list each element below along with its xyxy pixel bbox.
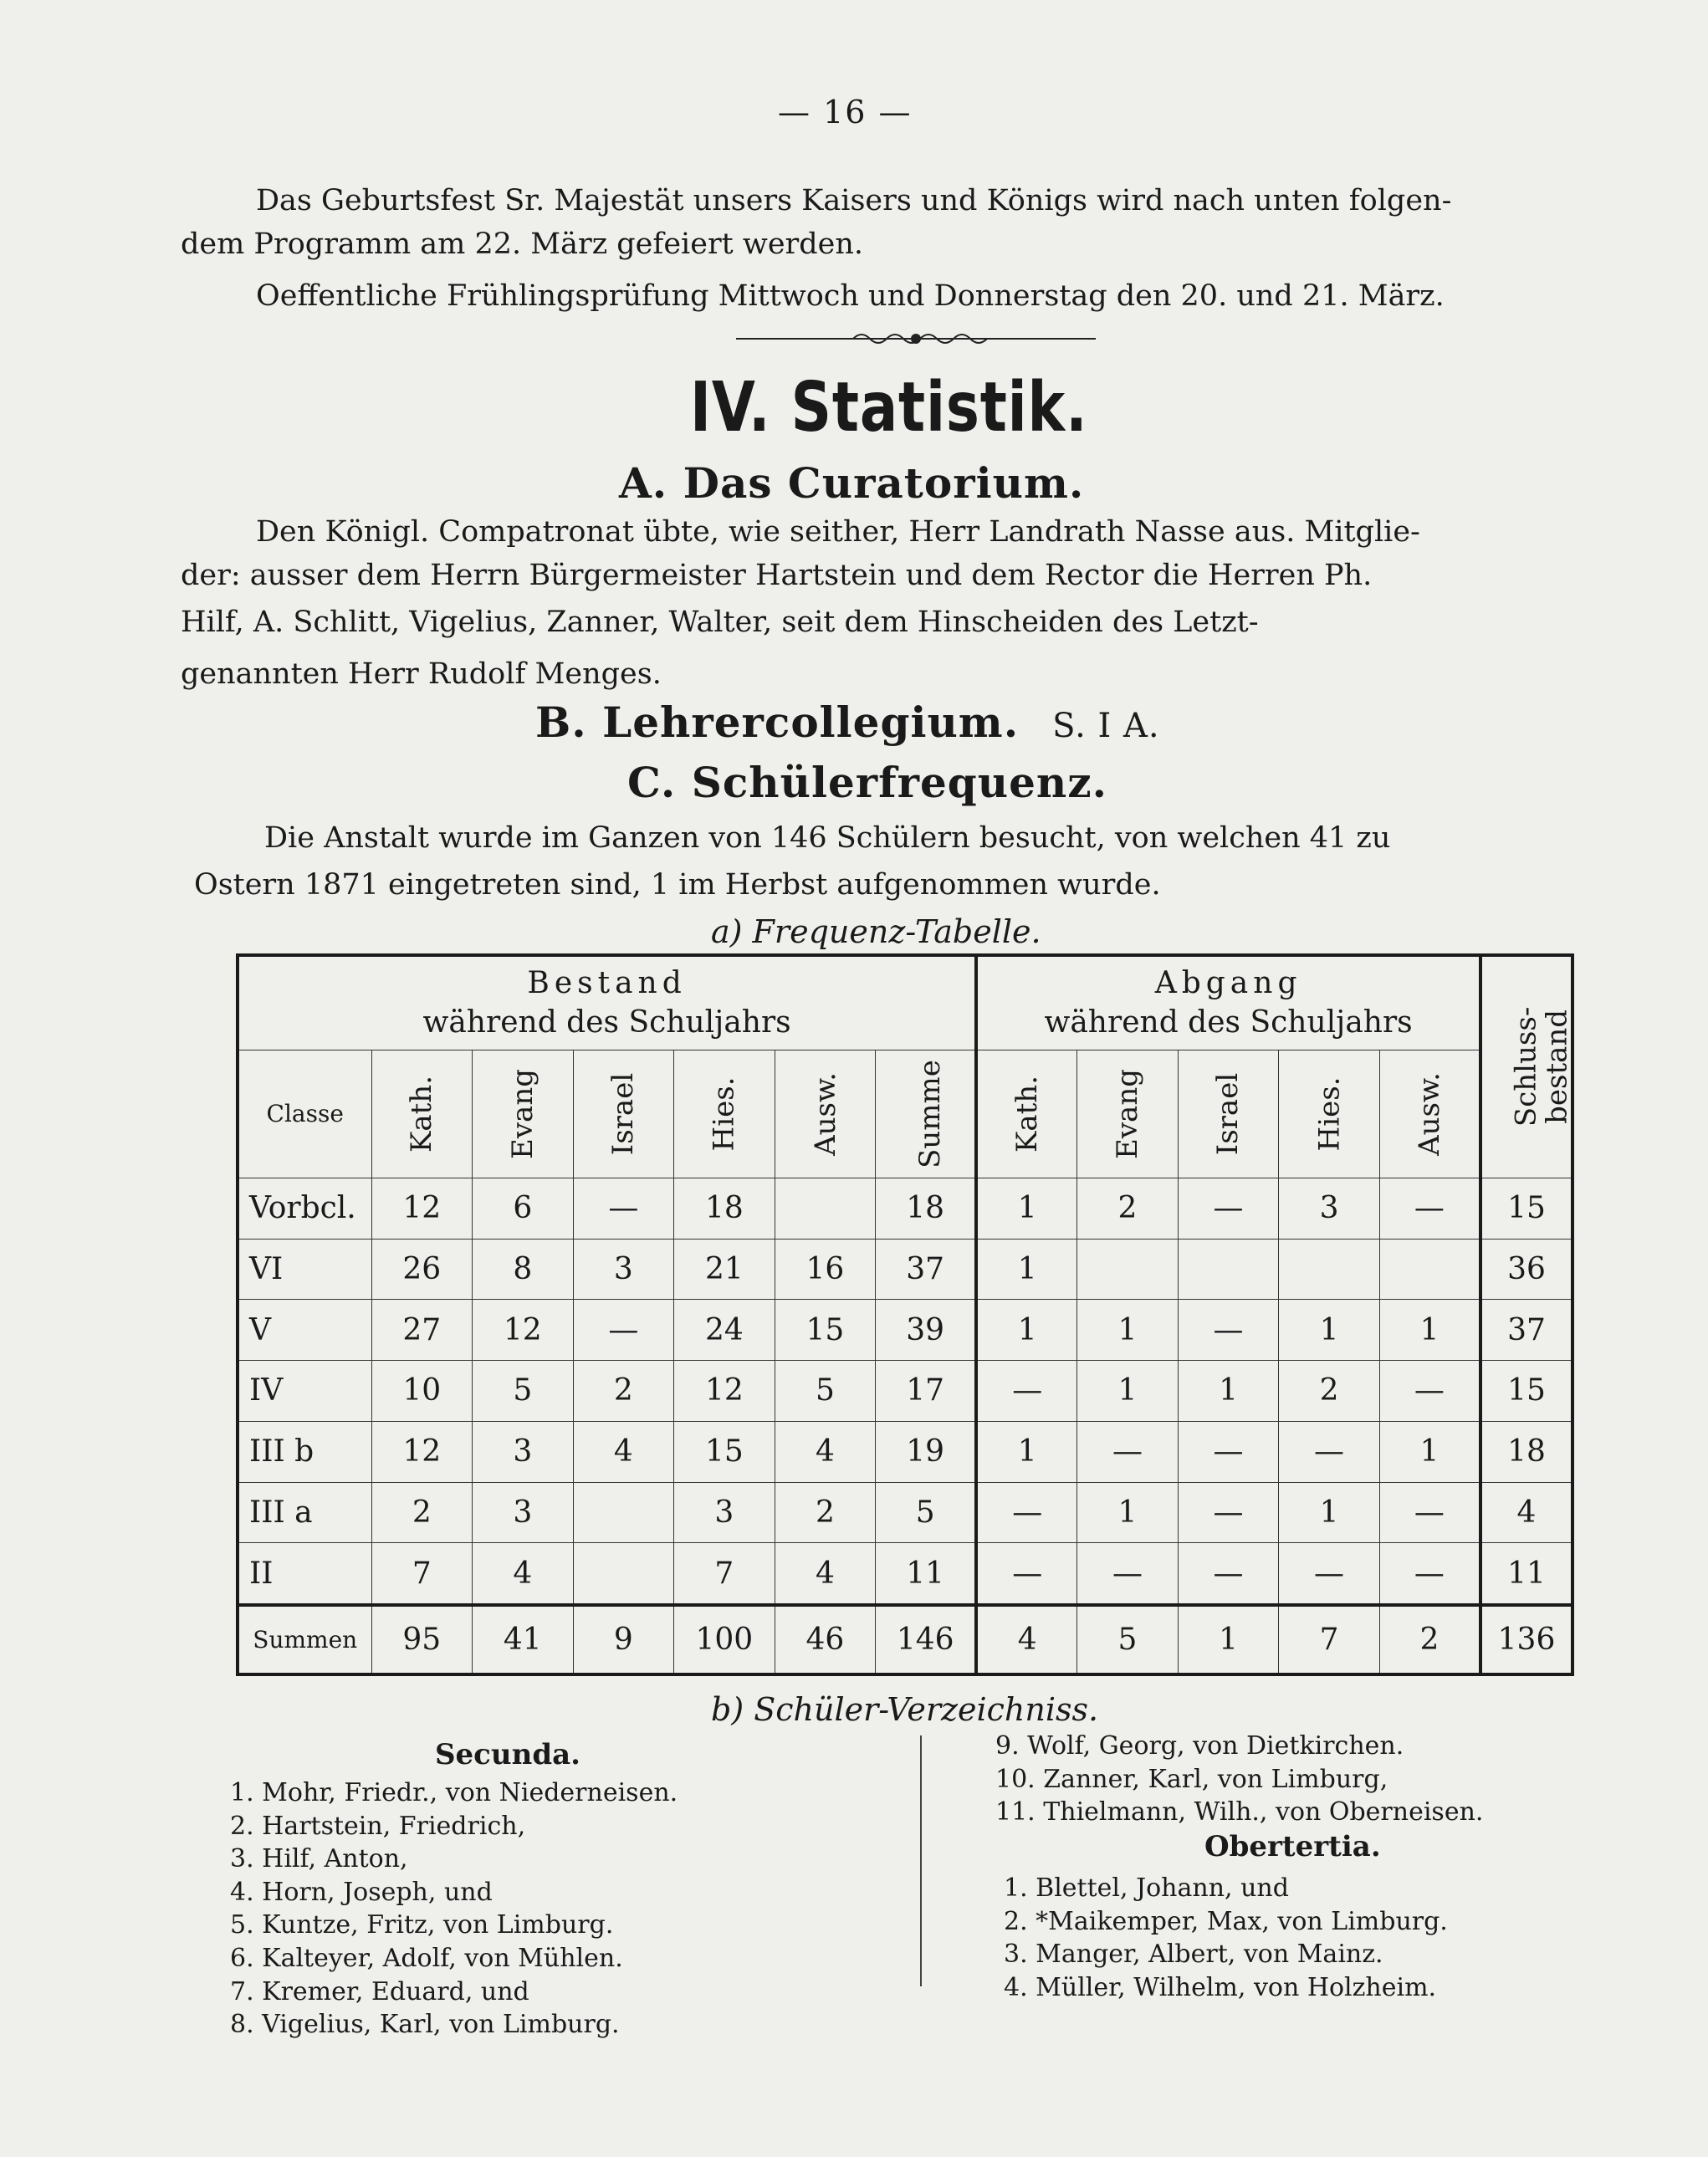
abgang-cell: 1 xyxy=(1279,1300,1380,1361)
abgang-cell: 2 xyxy=(1279,1361,1380,1422)
section-a-line-1: Den Königl. Compatronat übte, wie seither, Herr Landrath Nasse aus. Mitglie- xyxy=(256,515,1420,549)
bestand-cell: 6 xyxy=(473,1178,574,1239)
abgang-cell: 2 xyxy=(1077,1178,1179,1239)
bestand-cell: 12 xyxy=(371,1178,473,1239)
bestand-cell: 19 xyxy=(876,1421,977,1482)
section-c-line-1: Die Anstalt wurde im Ganzen von 146 Schülern besucht, von welchen 41 zu xyxy=(264,821,1391,855)
abgang-col-header xyxy=(976,1050,1077,1178)
list-item: 11. Thielmann, Wilh., von Oberneisen. xyxy=(995,1797,1484,1827)
abgang-cell: 3 xyxy=(1279,1178,1380,1239)
bestand-cell: 12 xyxy=(473,1300,574,1361)
schluss-header-cell xyxy=(1480,955,1572,1178)
bestand-cell: 5 xyxy=(775,1361,876,1422)
bestand-col-header xyxy=(371,1050,473,1178)
abgang-cell: — xyxy=(1178,1543,1279,1605)
schluss-cell: 37 xyxy=(1480,1300,1572,1361)
bestand-cell: 18 xyxy=(674,1178,775,1239)
abgang-cell: — xyxy=(1279,1543,1380,1605)
table-row xyxy=(238,1239,1572,1300)
bestand-cell: — xyxy=(573,1300,674,1361)
bestand-col-header xyxy=(876,1050,977,1178)
bestand-cell: 37 xyxy=(876,1239,977,1300)
list-item: 7. Kremer, Eduard, und xyxy=(230,1976,529,2006)
abgang-cell: — xyxy=(976,1482,1077,1543)
bestand-cell: 3 xyxy=(473,1482,574,1543)
list-item: 1. Mohr, Friedr., von Niederneisen. xyxy=(230,1778,678,1807)
abgang-cell: — xyxy=(1379,1361,1480,1422)
abgang-group-header xyxy=(976,955,1480,1050)
abgang-cell: 1 xyxy=(976,1421,1077,1482)
bestand-cell: 18 xyxy=(876,1178,977,1239)
table-caption: a) Frequenz-Tabelle. xyxy=(711,913,1041,950)
bestand-cell: 8 xyxy=(473,1239,574,1300)
bestand-cell: 27 xyxy=(371,1300,473,1361)
bestand-sum-cell: 95 xyxy=(371,1605,473,1674)
bestand-cell: 4 xyxy=(775,1543,876,1605)
bestand-cell: 5 xyxy=(876,1482,977,1543)
bestand-col-label: Israel xyxy=(606,1073,641,1156)
bestand-cell: 4 xyxy=(573,1421,674,1482)
bestand-subheader: während des Schuljahrs xyxy=(422,1004,791,1040)
list-item: 3. Hilf, Anton, xyxy=(230,1844,408,1874)
bestand-cell: 21 xyxy=(674,1239,775,1300)
bestand-cell: 12 xyxy=(674,1361,775,1422)
table-row xyxy=(238,1300,1572,1361)
abgang-sum-cell: 2 xyxy=(1379,1605,1480,1674)
classe-cell: III b xyxy=(238,1421,371,1482)
classe-cell: Vorbcl. xyxy=(238,1178,371,1239)
table-body xyxy=(238,1178,1572,1674)
bestand-cell: 11 xyxy=(876,1543,977,1605)
intro-line-3: Oeffentliche Frühlingsprüfung Mittwoch und Donnerstag den 20. und 21. März. xyxy=(256,279,1445,313)
classe-cell: VI xyxy=(238,1239,371,1300)
abgang-cell: 1 xyxy=(1379,1421,1480,1482)
bestand-sum-cell: 46 xyxy=(775,1605,876,1674)
list-item: 9. Wolf, Georg, von Dietkirchen. xyxy=(995,1731,1404,1761)
schluss-sum-cell: 136 xyxy=(1480,1605,1572,1674)
bestand-col-label: Ausw. xyxy=(808,1072,842,1157)
section-b-suffix: S. I A. xyxy=(1052,707,1160,745)
abgang-cell: 1 xyxy=(1077,1361,1179,1422)
table-row xyxy=(238,1482,1572,1543)
bestand-sum-cell: 9 xyxy=(573,1605,674,1674)
bestand-cell xyxy=(775,1178,876,1239)
bestand-cell: 39 xyxy=(876,1300,977,1361)
abgang-col-label: Hies. xyxy=(1312,1077,1347,1152)
bestand-sum-cell: 41 xyxy=(473,1605,574,1674)
obertertia-title: Obertertia. xyxy=(1204,1830,1381,1863)
bestand-cell: 4 xyxy=(473,1543,574,1605)
bestand-sum-cell: 146 xyxy=(876,1605,977,1674)
bestand-cell: 26 xyxy=(371,1239,473,1300)
main-heading: IV. Statistik. xyxy=(690,368,1088,447)
secunda-title: Secunda. xyxy=(435,1738,580,1771)
abgang-cell: 1 xyxy=(1279,1482,1380,1543)
section-a-line-3: Hilf, A. Schlitt, Vigelius, Zanner, Walter, seit dem Hinscheiden des Letzt- xyxy=(181,606,1259,639)
bestand-cell: 5 xyxy=(473,1361,574,1422)
bestand-cell: 12 xyxy=(371,1421,473,1482)
bestand-col-label: Summe xyxy=(913,1060,948,1169)
abgang-cell: — xyxy=(1279,1421,1380,1482)
table-row xyxy=(238,1178,1572,1239)
section-a-line-2: der: ausser dem Herrn Bürgermeister Hartstein und dem Rector die Herren Ph. xyxy=(181,559,1373,592)
abgang-col-header xyxy=(1077,1050,1179,1178)
abgang-cell: 1 xyxy=(1379,1300,1480,1361)
bestand-cell: 3 xyxy=(573,1239,674,1300)
abgang-cell: 1 xyxy=(1077,1482,1179,1543)
sum-label: Summen xyxy=(238,1605,371,1674)
bestand-cell xyxy=(573,1482,674,1543)
column-divider xyxy=(920,1735,922,1986)
bestand-group-header xyxy=(238,955,976,1050)
abgang-cell: — xyxy=(1178,1178,1279,1239)
abgang-cell: — xyxy=(976,1543,1077,1605)
bestand-cell: 7 xyxy=(674,1543,775,1605)
intro-line-1: Das Geburtsfest Sr. Majestät unsers Kaisers und Königs wird nach unten folgen- xyxy=(256,184,1452,217)
bestand-col-label: Hies. xyxy=(707,1077,741,1152)
bestand-col-header xyxy=(473,1050,574,1178)
schluss-cell: 11 xyxy=(1480,1543,1572,1605)
bestand-cell: 4 xyxy=(775,1421,876,1482)
list-item: 10. Zanner, Karl, von Limburg, xyxy=(995,1764,1388,1794)
list-item: 2. Hartstein, Friedrich, xyxy=(230,1811,526,1841)
abgang-cell xyxy=(1077,1239,1179,1300)
schluss-cell: 15 xyxy=(1480,1361,1572,1422)
abgang-cell: 1 xyxy=(976,1300,1077,1361)
bestand-cell: 15 xyxy=(775,1300,876,1361)
intro-line-2: dem Programm am 22. März gefeiert werden. xyxy=(181,227,864,261)
table-column-header-row xyxy=(238,1050,1572,1178)
abgang-cell: — xyxy=(976,1361,1077,1422)
abgang-col-label: Ausw. xyxy=(1412,1072,1446,1157)
schluss-cell: 36 xyxy=(1480,1239,1572,1300)
bestand-col-label: Evang xyxy=(505,1069,540,1160)
list-item: 6. Kalteyer, Adolf, von Mühlen. xyxy=(230,1943,623,1973)
table-row xyxy=(238,1543,1572,1605)
bestand-col-label: Kath. xyxy=(405,1076,439,1153)
abgang-cell xyxy=(1178,1239,1279,1300)
abgang-cell: 1 xyxy=(976,1178,1077,1239)
classe-cell: V xyxy=(238,1300,371,1361)
bestand-cell: 2 xyxy=(371,1482,473,1543)
schluss-cell: 4 xyxy=(1480,1482,1572,1543)
abgang-subheader: während des Schuljahrs xyxy=(1044,1004,1413,1040)
bestand-cell: — xyxy=(573,1178,674,1239)
secunda-list-continued xyxy=(995,1730,1483,1829)
abgang-col-header xyxy=(1178,1050,1279,1178)
abgang-cell: — xyxy=(1379,1178,1480,1239)
table-row xyxy=(238,1421,1572,1482)
abgang-col-label: Israel xyxy=(1211,1073,1245,1156)
schluss-cell: 15 xyxy=(1480,1178,1572,1239)
bestand-cell: 2 xyxy=(775,1482,876,1543)
abgang-cell: — xyxy=(1178,1300,1279,1361)
list-item: 5. Kuntze, Fritz, von Limburg. xyxy=(230,1910,614,1940)
abgang-sum-cell: 7 xyxy=(1279,1605,1380,1674)
bestand-cell: 10 xyxy=(371,1361,473,1422)
abgang-cell: — xyxy=(1178,1421,1279,1482)
abgang-cell: — xyxy=(1379,1482,1480,1543)
list-item: 4. Horn, Joseph, und xyxy=(230,1877,493,1907)
schluss-cell: 18 xyxy=(1480,1421,1572,1482)
section-b-title xyxy=(535,698,1160,747)
bestand-cell: 16 xyxy=(775,1239,876,1300)
abgang-sum-cell: 1 xyxy=(1178,1605,1279,1674)
abgang-cell: 1 xyxy=(1077,1300,1179,1361)
abgang-sum-cell: 4 xyxy=(976,1605,1077,1674)
bestand-cell xyxy=(573,1543,674,1605)
bestand-sum-cell: 100 xyxy=(674,1605,775,1674)
bestand-col-header xyxy=(674,1050,775,1178)
abgang-cell: 1 xyxy=(1178,1361,1279,1422)
table-row xyxy=(238,1361,1572,1422)
bestand-cell: 24 xyxy=(674,1300,775,1361)
classe-cell: III a xyxy=(238,1482,371,1543)
abgang-col-header xyxy=(1379,1050,1480,1178)
bestand-header: Bestand xyxy=(527,965,687,1000)
abgang-cell: — xyxy=(1379,1543,1480,1605)
abgang-cell: — xyxy=(1178,1482,1279,1543)
obertertia-list xyxy=(1004,1872,1448,2004)
bestand-cell: 17 xyxy=(876,1361,977,1422)
list-item: 4. Müller, Wilhelm, von Holzheim. xyxy=(1004,1972,1437,2002)
list-item: 3. Manger, Albert, von Mainz. xyxy=(1004,1940,1383,1970)
list-item: 1. Blettel, Johann, und xyxy=(1004,1873,1289,1903)
bestand-cell: 3 xyxy=(473,1421,574,1482)
list-item: 8. Vigelius, Karl, von Limburg. xyxy=(230,2010,620,2040)
secunda-list xyxy=(230,1776,678,2042)
abgang-cell xyxy=(1379,1239,1480,1300)
section-c-line-2: Ostern 1871 eingetreten sind, 1 im Herbst aufgenommen wurde. xyxy=(194,868,1161,902)
abgang-col-header xyxy=(1279,1050,1380,1178)
abgang-col-label: Kath. xyxy=(1010,1076,1045,1153)
list-item: 2. *Maikemper, Max, von Limburg. xyxy=(1004,1906,1448,1936)
abgang-cell: 1 xyxy=(976,1239,1077,1300)
classe-cell: II xyxy=(238,1543,371,1605)
abgang-header: Abgang xyxy=(1154,965,1302,1000)
frequency-table xyxy=(236,953,1574,1676)
verzeichnis-caption: b) Schüler-Verzeichniss. xyxy=(711,1691,1099,1728)
sum-row xyxy=(238,1605,1572,1674)
abgang-cell: — xyxy=(1077,1543,1179,1605)
bestand-cell: 3 xyxy=(674,1482,775,1543)
section-c-title: C. Schülerfrequenz. xyxy=(627,758,1108,807)
table-group-header-row xyxy=(238,955,1572,1050)
abgang-sum-cell: 5 xyxy=(1077,1605,1179,1674)
section-a-line-4: genannten Herr Rudolf Menges. xyxy=(181,657,662,691)
classe-cell: IV xyxy=(238,1361,371,1422)
section-a-title: A. Das Curatorium. xyxy=(619,458,1085,508)
bestand-cell: 2 xyxy=(573,1361,674,1422)
bestand-cell: 15 xyxy=(674,1421,775,1482)
page-number: — 16 — xyxy=(778,94,913,130)
bestand-col-header xyxy=(775,1050,876,1178)
abgang-cell: — xyxy=(1077,1421,1179,1482)
decorative-divider xyxy=(736,328,1096,350)
bestand-col-header xyxy=(573,1050,674,1178)
schluss-header: Schluss- bestand xyxy=(1509,1006,1574,1127)
section-b-name: B. Lehrercollegium. xyxy=(535,698,1020,747)
abgang-col-label: Evang xyxy=(1110,1069,1144,1160)
abgang-cell xyxy=(1279,1239,1380,1300)
bestand-cell: 7 xyxy=(371,1543,473,1605)
classe-header: Classe xyxy=(238,1050,371,1178)
